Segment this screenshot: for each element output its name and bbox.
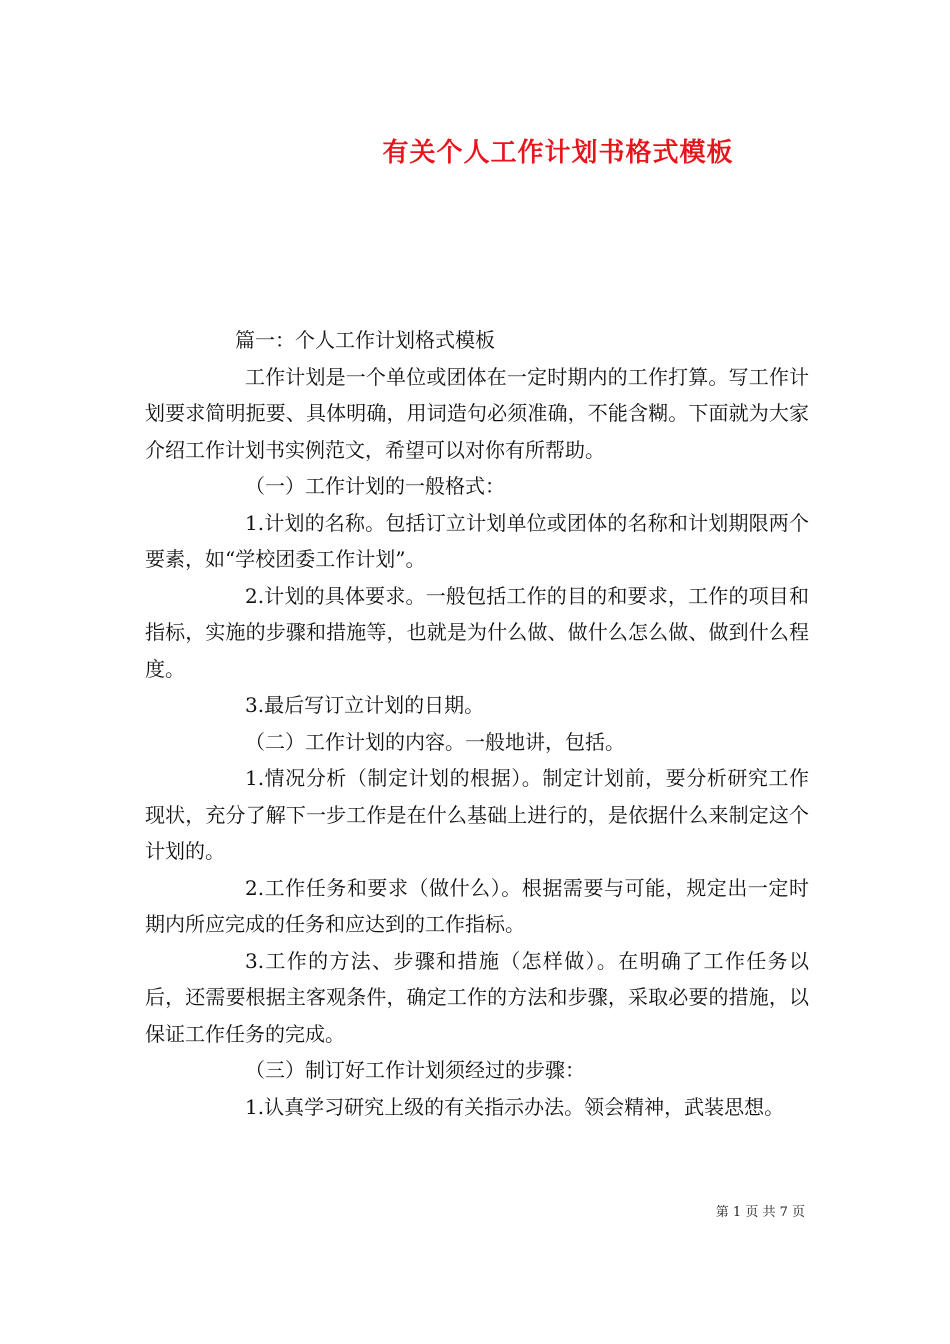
paragraph: 2.工作任务和要求（做什么）。根据需要与可能，规定出一定时期内所应完成的任务和应达到的工作指标。: [145, 875, 809, 936]
paragraph: 工作计划是一个单位或团体在一定时期内的工作打算。写工作计划要求简明扼要、具体明确，用词造句必须准确，不能含糊。下面就为大家介绍工作计划书实例范文，希望可以对你有所帮助。: [145, 364, 809, 462]
paragraph: 1.情况分析（制定计划的根据）。制定计划前，要分析研究工作现状，充分了解下一步工作是在什么基础上进行的，是依据什么来制定这个计划的。: [145, 766, 809, 863]
paragraph: 1.计划的名称。包括订立计划单位或团体的名称和计划期限两个要素，如“学校团委工作计划”。: [145, 510, 809, 571]
title-area: [0, 0, 950, 200]
subsection-heading: （二）工作计划的内容。一般地讲，包括。: [245, 729, 625, 754]
document-body: [145, 322, 809, 1125]
page-number: 第 1 页 共 7 页: [715, 1205, 805, 1220]
subsection-heading: （三）制订好工作计划须经过的步骤：: [245, 1058, 585, 1082]
section-heading: 篇一：个人工作计划格式模板: [235, 328, 495, 352]
paragraph: 1.认真学习研究上级的有关指示办法。领会精神，武装思想。: [245, 1094, 785, 1119]
paragraph: 3.工作的方法、步骤和措施（怎样做）。在明确了工作任务以后，还需要根据主客观条件，确定工作的方法和步骤，采取必要的措施，以保证工作任务的完成。: [145, 948, 809, 1046]
paragraph: 3.最后写订立计划的日期。: [245, 693, 485, 717]
document-title: 有关个人工作计划书格式模板: [382, 138, 734, 168]
paragraph: 2.计划的具体要求。一般包括工作的目的和要求，工作的项目和指标，实施的步骤和措施等，也就是为什么做、做什么怎么做、做到什么程度。: [145, 583, 809, 681]
subsection-heading: （一）工作计划的一般格式：: [245, 474, 505, 498]
